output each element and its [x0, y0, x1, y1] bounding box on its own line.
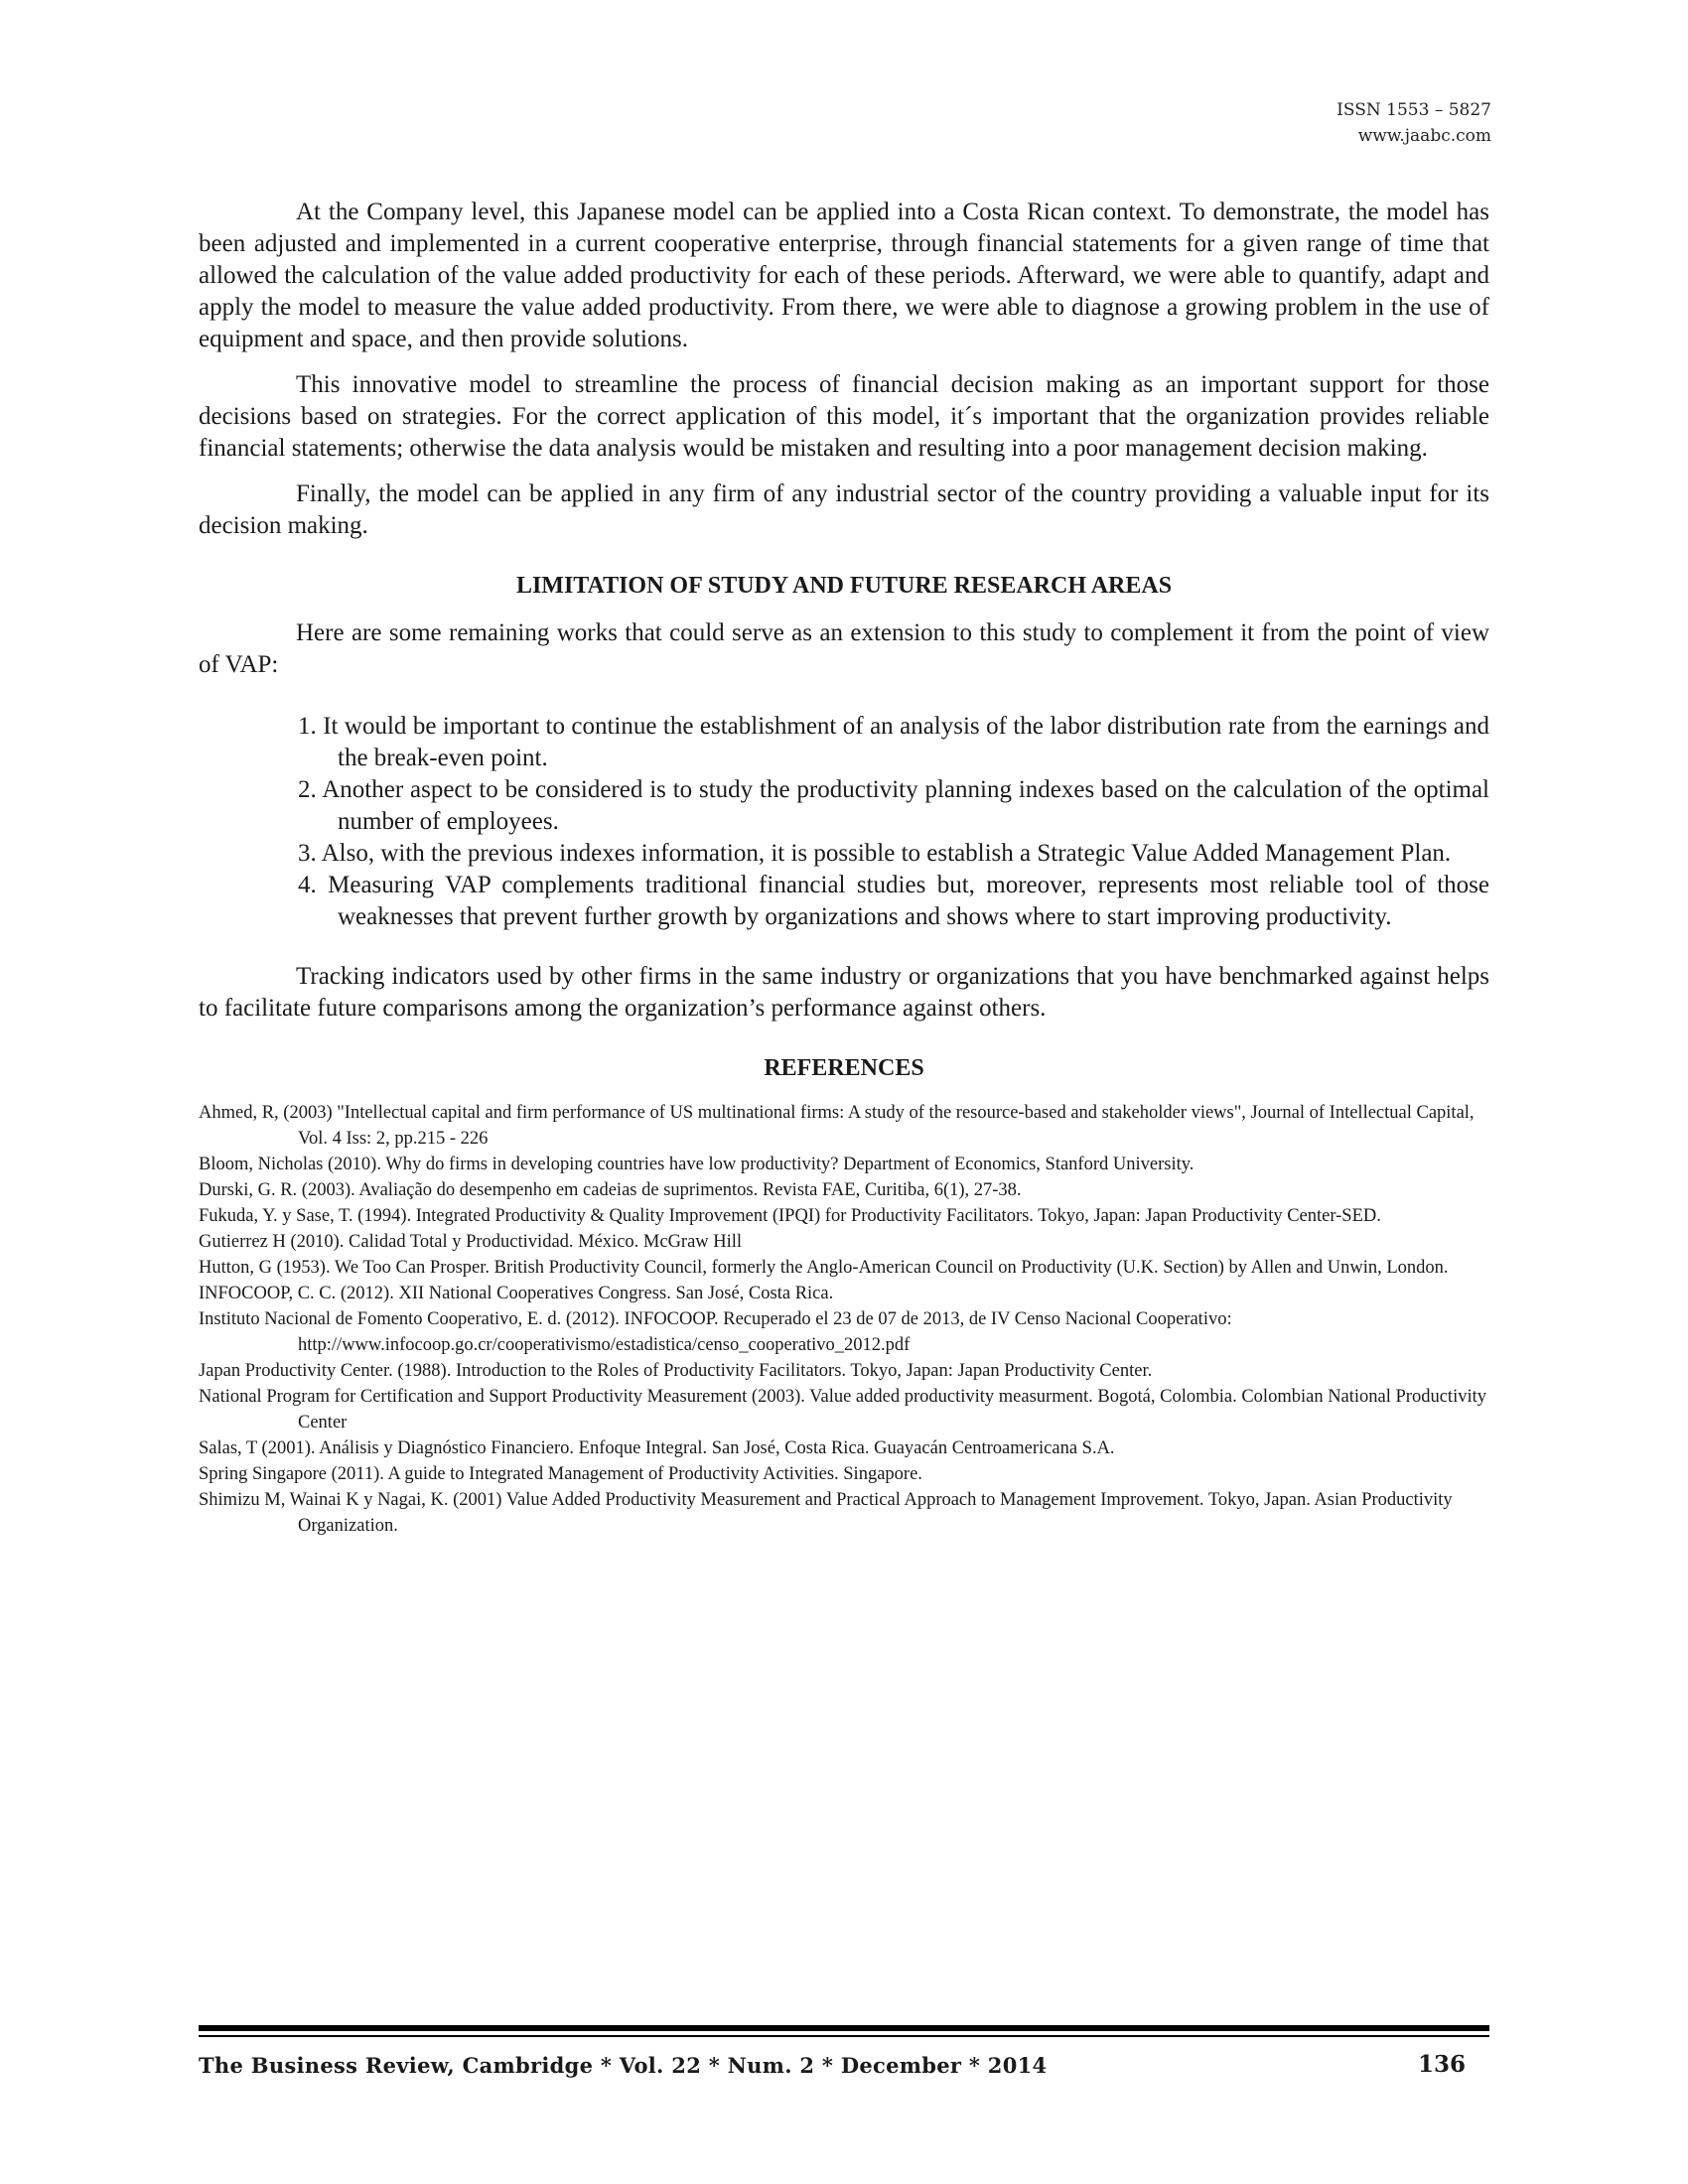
page-number: 136: [1418, 2051, 1467, 2078]
reference-entry: INFOCOOP, C. C. (2012). XII National Cooperatives Congress. San José, Costa Rica.: [199, 1284, 834, 1303]
reference-entry: Salas, T (2001). Análisis y Diagnóstico Financiero. Enfoque Integral. San José, Costa Rica. Guayacán Centroamericana S.A.: [199, 1438, 1115, 1458]
body-paragraph: This innovative model to streamline the process of financial decision making as an important support for those decisions based on strategies. For the correct application of this model, it´s important that the organization provides reliable financial statements; otherwise the data analysis would be mistaken and resulting into a poor management decision making.: [199, 371, 1489, 462]
list-item-number: 2.: [298, 776, 317, 803]
limitations-heading: LIMITATION OF STUDY AND FUTURE RESEARCH AREAS: [515, 573, 1173, 599]
body-paragraph: Finally, the model can be applied in any firm of any industrial sector of the country providing a valuable input for its decision making.: [199, 480, 1489, 539]
list-item: [199, 711, 1489, 774]
footer-divider: [199, 2025, 1489, 2031]
reference-entry: Gutierrez H (2010). Calidad Total y Productividad. México. McGraw Hill: [199, 1232, 743, 1252]
reference-entry: Instituto Nacional de Fomento Cooperativo, E. d. (2012). INFOCOOP. Recuperado el 23 de 07 de 2013, de IV Censo Nacional Cooperativo: http://www.infocoop.go.cr/cooperativismo/estadistica/censo_cooperativo_2012.pdf: [199, 1309, 1232, 1355]
future-research-list: [199, 711, 1489, 933]
reference-entry: Fukuda, Y. y Sase, T. (1994). Integrated Productivity & Quality Improvement (IPQI) for Productivity Facilitators. Tokyo, Japan: Japan Productivity Center-SED.: [199, 1206, 1381, 1226]
reference-entry: Hutton, G (1953). We Too Can Prosper. British Productivity Council, formerly the Anglo-American Council on Productivity (U.K. Section) by Allen and Unwin, London.: [199, 1258, 1449, 1278]
page-header: [1336, 97, 1491, 149]
reference-entry: National Program for Certification and Support Productivity Measurement (2003). Value added productivity measurment. Bogotá, Colombia. Colombian National Productivity Center: [199, 1387, 1486, 1433]
reference-entry: Shimizu M, Wainai K y Nagai, K. (2001) Value Added Productivity Measurement and Practical Approach to Management Improvement. Tokyo, Japan. Asian Productivity Organization.: [199, 1490, 1453, 1536]
list-item-number: 1.: [298, 713, 317, 740]
list-item-number: 3.: [298, 840, 317, 867]
list-item-text: Also, with the previous indexes information, it is possible to establish a Strategic Value Added Management Plan.: [321, 840, 1452, 867]
list-item: [199, 870, 1489, 933]
footer-divider-thin: [199, 2035, 1489, 2037]
page-content: [199, 197, 1489, 1539]
limitations-intro: Here are some remaining works that could serve as an extension to this study to complement it from the point of view of VAP:: [199, 619, 1489, 678]
list-item: [199, 774, 1489, 838]
issn-label: ISSN 1553 – 5827: [1336, 100, 1491, 120]
list-item-text: Measuring VAP complements traditional financial studies but, moreover, represents most reliable tool of those weaknesses that prevent further growth by organizations and shows where to start improving productivity.: [328, 872, 1489, 930]
body-paragraph: At the Company level, this Japanese model can be applied into a Costa Rican context. To demonstrate, the model has been adjusted and implemented in a current cooperative enterprise, through financial statements for a given range of time that allowed the calculation of the value added productivity for each of these periods. Afterward, we were able to quantify, adapt and apply the model to measure the value added productivity. From there, we were able to diagnose a growing problem in the use of equipment and space, and then provide solutions.: [199, 199, 1489, 352]
reference-entry: Durski, G. R. (2003). Avaliação do desempenho em cadeias de suprimentos. Revista FAE, Curitiba, 6(1), 27-38.: [199, 1180, 1022, 1200]
reference-entry: Spring Singapore (2011). A guide to Integrated Management of Productivity Activities. Singapore.: [199, 1464, 922, 1484]
reference-entry: Ahmed, R, (2003) "Intellectual capital and firm performance of US multinational firms: A study of the resource-based and stakeholder views", Journal of Intellectual Capital, Vol. 4 Iss: 2, pp.215 - 226: [199, 1103, 1475, 1149]
list-item-text: Another aspect to be considered is to study the productivity planning indexes based on the calculation of the optimal number of employees.: [322, 776, 1490, 835]
references-heading: REFERENCES: [764, 1055, 924, 1081]
list-item-text: It would be important to continue the establishment of an analysis of the labor distribution rate from the earnings and the break-even point.: [323, 713, 1489, 771]
list-item: [199, 838, 1489, 870]
reference-entry: Japan Productivity Center. (1988). Introduction to the Roles of Productivity Facilitators. Tokyo, Japan: Japan Productivity Center.: [199, 1361, 1153, 1381]
reference-list: [199, 1100, 1489, 1539]
website-label: www.jaabc.com: [1357, 126, 1491, 146]
list-item-number: 4.: [298, 872, 317, 898]
reference-entry: Bloom, Nicholas (2010). Why do firms in developing countries have low productivity? Department of Economics, Stanford University.: [199, 1155, 1195, 1174]
footer-journal-citation: The Business Review, Cambridge * Vol. 22 * Num. 2 * December * 2014: [199, 2053, 1048, 2078]
limitations-closing: Tracking indicators used by other firms in the same industry or organizations that you have benchmarked against helps to facilitate future comparisons among the organization’s performance against others.: [199, 963, 1489, 1022]
